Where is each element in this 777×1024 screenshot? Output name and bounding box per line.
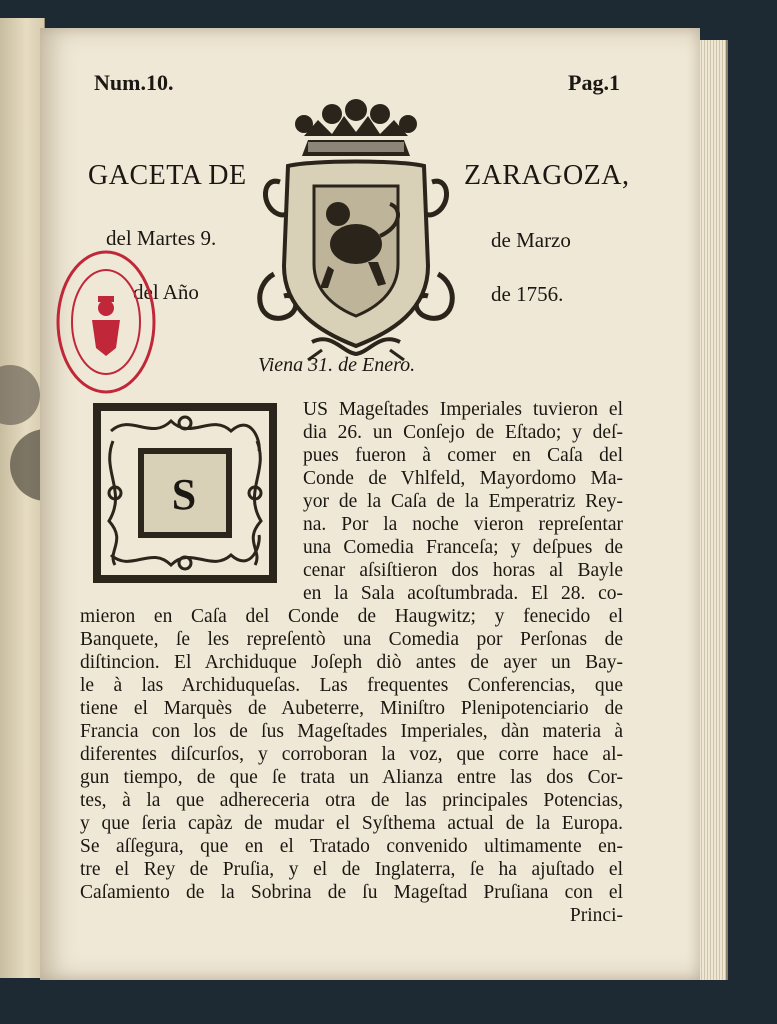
- article-line: pues fueron à comer en Caſa del: [303, 445, 623, 466]
- article-line: na. Por la noche vieron repreſentar: [303, 514, 623, 535]
- article-line: yor de la Caſa de la Emperatriz Rey-: [303, 491, 623, 512]
- article-line: US Mageſtades Imperiales tuvieron el: [303, 399, 623, 420]
- masthead-day: del Martes 9.: [106, 226, 217, 250]
- article-line: mieron en Caſa del Conde de Haugwitz; y fenecido el: [80, 606, 623, 627]
- article-line: diſtincion. El Archiduque Joſeph diò antes de ayer un Bay-: [80, 652, 623, 673]
- catchword: Princi-: [569, 905, 623, 926]
- article-line: Caſamiento de la Sobrina de ſu Mageſtad Pruſiana con el: [80, 882, 623, 903]
- article-line: Se aſſegura, que en el Tratado convenido ultimamente en-: [80, 836, 623, 857]
- issue-number: Num.10.: [94, 70, 174, 95]
- masthead-title-left: GACETA DE: [88, 160, 247, 191]
- article-line: Banquete, ſe les repreſentò una Comedia por Perſonas de: [80, 629, 623, 650]
- library-stamp-icon: [54, 248, 158, 396]
- article-line: gun tiempo, de que ſe trata un Alianza entre las dos Cor-: [80, 767, 623, 788]
- article-line: dia 26. un Conſejo de Eſtado; y deſ-: [303, 422, 623, 443]
- article-line: Francia con los de ſus Mageſtades Imperiales, dàn materia à: [80, 721, 623, 742]
- masthead-title-right: ZARAGOZA,: [464, 160, 630, 191]
- article-line: y que ſeria capàz de mudar el Syſthema actual de la Europa.: [80, 813, 623, 834]
- article-line: le à las Archiduqueſas. Las frequentes Conferencias, que: [80, 675, 623, 696]
- article-line: Conde de Vhlfeld, Mayordomo Ma-: [303, 468, 623, 489]
- article-line: diferentes diſcurſos, y corroboran la voz, que corre hace al-: [80, 744, 623, 765]
- article-line: tiene el Marquès de Aubeterre, Miniſtro Plenipotenciario de: [80, 698, 623, 719]
- seal-fragment-icon: [0, 355, 40, 515]
- article-line: tre el Rey de Pruſia, y el de Inglaterra, ſe ha ajuſtado el: [80, 859, 623, 880]
- article-line: en la Sala acoſtumbrada. El 28. co-: [303, 583, 623, 604]
- article-dateline: Viena 31. de Enero.: [258, 354, 416, 376]
- article-line: cenar aſsiſtieron dos horas al Bayle: [303, 560, 623, 581]
- drop-cap-letter: S: [171, 470, 197, 519]
- article-line: una Comedia Franceſa; y deſpues de: [303, 537, 623, 558]
- coat-of-arms-icon: [252, 96, 460, 366]
- masthead-month: de Marzo: [491, 228, 571, 252]
- newspaper-page: [40, 28, 700, 980]
- article-line: tes, à la que adhereceria otra de las principales Potencias,: [80, 790, 623, 811]
- page-number: Pag.1: [568, 70, 620, 95]
- masthead-year-label: del Año: [133, 280, 199, 304]
- masthead-year: de 1756.: [491, 282, 564, 306]
